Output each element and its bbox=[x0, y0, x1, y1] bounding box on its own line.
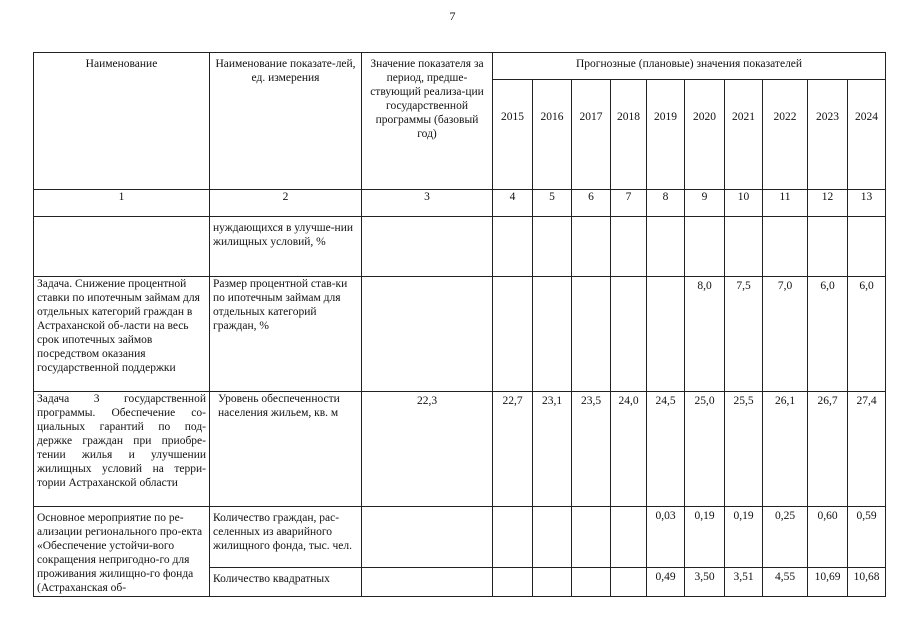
row-indicator: Размер процентной став-ки по ипотечным займам для отдельных категорий граждан, % bbox=[210, 277, 362, 392]
row-value bbox=[685, 217, 725, 277]
row-value: 27,4 bbox=[848, 392, 886, 507]
row-value: 25,5 bbox=[725, 392, 763, 507]
row-value bbox=[493, 507, 533, 568]
column-number: 7 bbox=[611, 190, 647, 217]
row-value: 26,1 bbox=[763, 392, 808, 507]
row-value: 26,7 bbox=[808, 392, 848, 507]
header-year: 2016 bbox=[533, 80, 572, 190]
row-value: 23,1 bbox=[533, 392, 572, 507]
row-value: 3,51 bbox=[725, 568, 763, 597]
row-value: 7,5 bbox=[725, 277, 763, 392]
row-value: 6,0 bbox=[848, 277, 886, 392]
row-value bbox=[647, 277, 685, 392]
row-base-value: 22,3 bbox=[362, 392, 493, 507]
row-value bbox=[808, 217, 848, 277]
row-value: 7,0 bbox=[763, 277, 808, 392]
header-year: 2023 bbox=[808, 80, 848, 190]
row-value bbox=[572, 507, 611, 568]
row-value: 22,7 bbox=[493, 392, 533, 507]
column-number: 9 bbox=[685, 190, 725, 217]
row-value bbox=[493, 568, 533, 597]
column-number: 11 bbox=[763, 190, 808, 217]
row-value bbox=[572, 568, 611, 597]
row-value bbox=[647, 217, 685, 277]
header-year: 2018 bbox=[611, 80, 647, 190]
indicators-table bbox=[33, 52, 886, 597]
row-name bbox=[34, 217, 210, 277]
column-number: 1 bbox=[34, 190, 210, 217]
row-indicator: Уровень обеспеченности населения жильем, кв. м bbox=[210, 392, 362, 507]
header-base-value: Значение показателя за период, предше-ствующий реализа-ции государственной программы (базовый год) bbox=[362, 53, 493, 190]
row-value bbox=[611, 277, 647, 392]
header-forecast: Прогнозные (плановые) значения показателей bbox=[493, 53, 886, 80]
header-year: 2019 bbox=[647, 80, 685, 190]
row-value bbox=[533, 277, 572, 392]
header-year: 2017 bbox=[572, 80, 611, 190]
table-row bbox=[34, 392, 886, 507]
row-base-value bbox=[362, 507, 493, 568]
row-value: 0,19 bbox=[725, 507, 763, 568]
row-base-value bbox=[362, 217, 493, 277]
column-number: 2 bbox=[210, 190, 362, 217]
column-number: 10 bbox=[725, 190, 763, 217]
row-value bbox=[611, 217, 647, 277]
row-value bbox=[763, 217, 808, 277]
row-indicator: нуждающихся в улучше-нии жилищных условий, % bbox=[210, 217, 362, 277]
row-value: 24,0 bbox=[611, 392, 647, 507]
row-value: 4,55 bbox=[763, 568, 808, 597]
row-value bbox=[848, 217, 886, 277]
row-name: Основное мероприятие по ре-ализации регионального про-екта «Обеспечение устойчи-вого сокращения непригодно-го для проживания жилищно-го фонда (Астраханская об- bbox=[34, 507, 210, 597]
row-indicator: Количество квадратных bbox=[210, 568, 362, 597]
row-value: 8,0 bbox=[685, 277, 725, 392]
row-value: 25,0 bbox=[685, 392, 725, 507]
row-value: 24,5 bbox=[647, 392, 685, 507]
row-base-value bbox=[362, 568, 493, 597]
row-value bbox=[533, 507, 572, 568]
row-name: Задача. Снижение процентной ставки по ипотечным займам для отдельных категорий граждан в Астраханской об-ласти на весь срок ипотечных займов посредством оказания государственной поддержки bbox=[34, 277, 210, 392]
table-row bbox=[34, 217, 886, 277]
row-value: 0,49 bbox=[647, 568, 685, 597]
header-indicator: Наименование показате-лей, ед. измерения bbox=[210, 53, 362, 190]
row-value bbox=[572, 217, 611, 277]
header-year: 2021 bbox=[725, 80, 763, 190]
header-year: 2024 bbox=[848, 80, 886, 190]
row-value: 10,68 bbox=[848, 568, 886, 597]
row-value: 0,25 bbox=[763, 507, 808, 568]
column-number: 4 bbox=[493, 190, 533, 217]
row-value: 10,69 bbox=[808, 568, 848, 597]
page-number: 7 bbox=[449, 9, 456, 23]
column-number: 12 bbox=[808, 190, 848, 217]
row-value: 6,0 bbox=[808, 277, 848, 392]
column-number: 6 bbox=[572, 190, 611, 217]
column-number: 5 bbox=[533, 190, 572, 217]
header-year: 2022 bbox=[763, 80, 808, 190]
header-year: 2020 bbox=[685, 80, 725, 190]
row-base-value bbox=[362, 277, 493, 392]
row-indicator: Количество граждан, рас-селенных из аварийного жилищного фонда, тыс. чел. bbox=[210, 507, 362, 568]
row-value: 0,60 bbox=[808, 507, 848, 568]
row-name: Задача 3 государственной программы. Обеспечение со-циальных гарантий по под-держке граждан при приобре-тении жилья и улучшении жилищных условий на терри-тории Астраханской области bbox=[34, 392, 210, 507]
column-number: 3 bbox=[362, 190, 493, 217]
row-value bbox=[533, 217, 572, 277]
row-value: 3,50 bbox=[685, 568, 725, 597]
table-row bbox=[34, 277, 886, 392]
table-row bbox=[34, 507, 886, 568]
row-value bbox=[725, 217, 763, 277]
header-name: Наименование bbox=[34, 53, 210, 190]
row-value bbox=[572, 277, 611, 392]
row-value: 0,19 bbox=[685, 507, 725, 568]
row-value bbox=[533, 568, 572, 597]
column-number: 13 bbox=[848, 190, 886, 217]
row-value bbox=[611, 507, 647, 568]
row-value: 0,03 bbox=[647, 507, 685, 568]
header-year: 2015 bbox=[493, 80, 533, 190]
row-value bbox=[493, 277, 533, 392]
row-value: 23,5 bbox=[572, 392, 611, 507]
row-value bbox=[493, 217, 533, 277]
column-number: 8 bbox=[647, 190, 685, 217]
row-value bbox=[611, 568, 647, 597]
row-value: 0,59 bbox=[848, 507, 886, 568]
